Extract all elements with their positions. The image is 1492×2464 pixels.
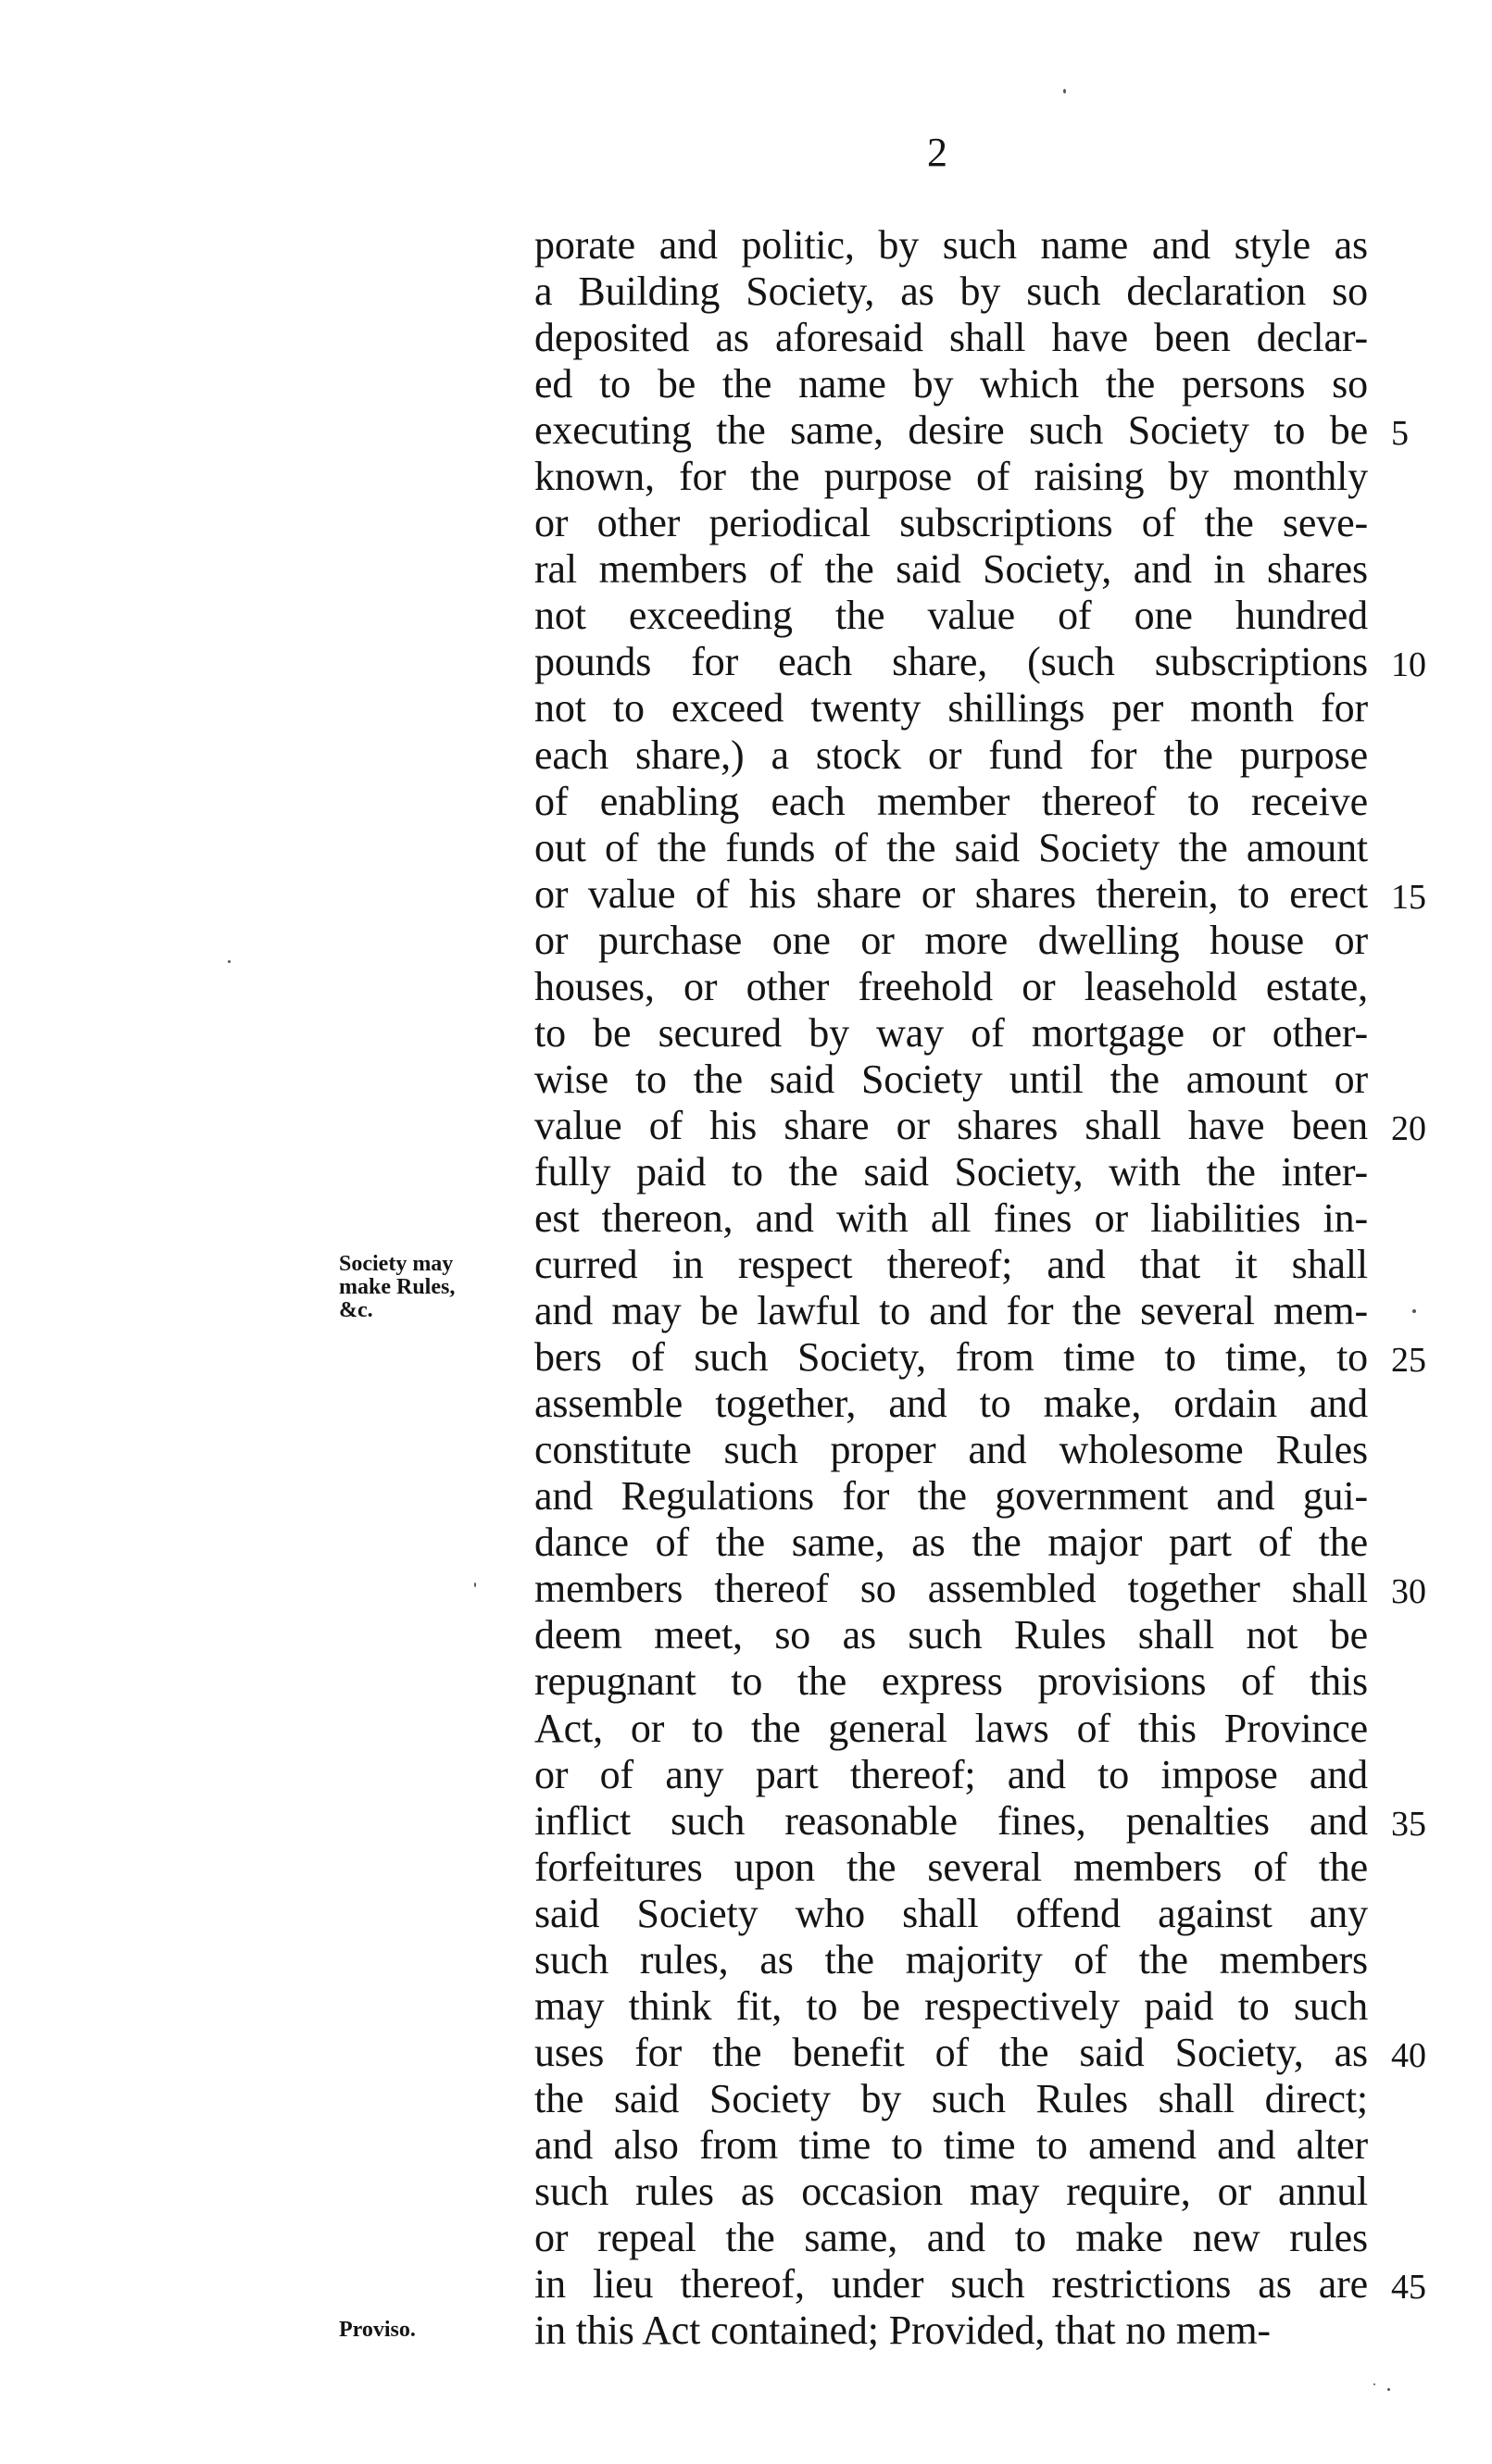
text-line: assemble together, and to make, ordain and — [534, 1381, 1368, 1427]
text-line: or other periodical subscriptions of the seve- — [534, 500, 1368, 546]
text-line: curred in respect thereof; and that it shall — [534, 1242, 1368, 1288]
text-line: not to exceed twenty shillings per month for — [534, 685, 1368, 732]
line-number: 30 — [1391, 1572, 1426, 1612]
margin-note — [339, 2319, 416, 2342]
line-number: 45 — [1391, 2268, 1426, 2308]
text-line: each share,) a stock or fund for the purpose — [534, 732, 1368, 778]
text-line: houses, or other freehold or leasehold estate, — [534, 963, 1368, 1009]
text-line: constitute such proper and wholesome Rules — [534, 1427, 1368, 1473]
line-number: 10 — [1391, 645, 1426, 685]
text-line: fully paid to the said Society, with the inter- — [534, 1148, 1368, 1194]
text-line: ed to be the name by which the persons so — [534, 361, 1368, 407]
text-line: of enabling each member thereof to receive — [534, 778, 1368, 824]
text-line: inflict such reasonable fines, penalties and — [534, 1797, 1368, 1844]
line-number: 15 — [1391, 877, 1426, 917]
text-line: such rules as occasion may require, or annul — [534, 2168, 1368, 2214]
text-line: pounds for each share, (such subscriptions — [534, 639, 1368, 685]
text-line: deposited as aforesaid shall have been declar- — [534, 315, 1368, 361]
text-line: and also from time to time to amend and alter — [534, 2121, 1368, 2168]
text-line: the said Society by such Rules shall direct; — [534, 2075, 1368, 2121]
text-line: may think fit, to be respectively paid to such — [534, 1982, 1368, 2029]
line-number: 5 — [1391, 414, 1409, 454]
text-line: dance of the same, as the major part of the — [534, 1520, 1368, 1566]
line-number: 40 — [1391, 2035, 1426, 2075]
text-line: in this Act contained; Provided, that no mem- — [534, 2308, 1271, 2354]
text-line: ral members of the said Society, and in shares — [534, 546, 1368, 593]
line-number: 35 — [1391, 1804, 1426, 1844]
text-line: or purchase one or more dwelling house or — [534, 917, 1368, 963]
text-line: and Regulations for the government and gui- — [534, 1473, 1368, 1520]
text-line: or value of his share or shares therein, to erect — [534, 870, 1368, 917]
text-line: not exceeding the value of one hundred — [534, 593, 1368, 639]
text-line: Act, or to the general laws of this Province — [534, 1705, 1368, 1751]
text-line: out of the funds of the said Society the amount — [534, 824, 1368, 870]
line-number: 20 — [1391, 1108, 1426, 1148]
text-line: said Society who shall offend against any — [534, 1890, 1368, 1936]
print-speck — [1063, 89, 1066, 94]
print-speck — [1387, 2388, 1390, 2391]
margin-note-line: Society may — [339, 1252, 454, 1277]
margin-note-line: &c. — [339, 1298, 373, 1323]
text-line: forfeitures upon the several members of the — [534, 1844, 1368, 1890]
print-speck — [228, 960, 231, 963]
text-line: est thereon, and with all fines or liabilities in- — [534, 1194, 1368, 1241]
text-line: uses for the benefit of the said Society, as — [534, 2029, 1368, 2075]
text-line: such rules, as the majority of the members — [534, 1936, 1368, 1982]
text-line: executing the same, desire such Society to be — [534, 407, 1368, 454]
print-speck — [474, 1582, 476, 1587]
print-speck — [1373, 2383, 1375, 2385]
margin-note-line: Proviso. — [339, 2318, 416, 2343]
margin-note-line: make Rules, — [339, 1275, 456, 1300]
text-line: in lieu thereof, under such restrictions as are — [534, 2261, 1368, 2308]
text-line: a Building Society, as by such declaration so — [534, 269, 1368, 315]
text-line: and may be lawful to and for the several mem- — [534, 1288, 1368, 1334]
text-line: value of his share or shares shall have been — [534, 1102, 1368, 1148]
page-number: 2 — [927, 130, 947, 175]
text-line: members thereof so assembled together shall — [534, 1566, 1368, 1612]
line-number: 25 — [1391, 1341, 1426, 1381]
text-line: bers of such Society, from time to time, to — [534, 1334, 1368, 1381]
text-line: wise to the said Society until the amount or — [534, 1056, 1368, 1102]
text-line: porate and politic, by such name and style as — [534, 222, 1368, 268]
print-speck — [1412, 1309, 1416, 1313]
text-line: or of any part thereof; and to impose and — [534, 1751, 1368, 1797]
text-line: or repeal the same, and to make new rules — [534, 2215, 1368, 2261]
text-line: repugnant to the express provisions of this — [534, 1658, 1368, 1705]
text-line: to be secured by way of mortgage or other- — [534, 1009, 1368, 1056]
text-line: known, for the purpose of raising by monthly — [534, 454, 1368, 500]
margin-note — [339, 1253, 455, 1322]
body-text — [534, 222, 1368, 2354]
text-line: deem meet, so as such Rules shall not be — [534, 1612, 1368, 1658]
